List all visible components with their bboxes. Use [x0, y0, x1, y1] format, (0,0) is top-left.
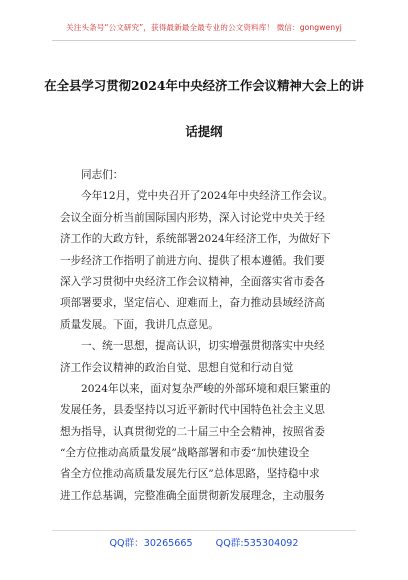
- header-divider: [52, 40, 356, 41]
- section-heading-line: 一、统一思想，提高认识，切实增强贯彻落实中央经: [81, 340, 325, 353]
- paragraph-line: 进工作总基调，完整准确全面贯彻新发展理念，主动服务: [60, 489, 325, 502]
- document-title-line-2: 话提纲: [185, 124, 223, 139]
- footer-qq-group-1: QQ群：30265665: [109, 538, 193, 549]
- paragraph-line: 深入学习贯彻中央经济工作会议精神，全面落实省市委各: [60, 275, 325, 288]
- paragraph-line: 会议全面分析当前国际国内形势，深入讨论党中央关于经: [60, 211, 325, 224]
- paragraph-line: 发展任务，县委坚持以习近平新时代中国特色社会主义思: [60, 404, 325, 417]
- paragraph-line: 2024年以来，面对复杂严峻的外部环境和艰巨繁重的: [81, 382, 331, 395]
- paragraph-line: 项部署要求，坚定信心、迎难而上，奋力推动县域经济高: [60, 297, 325, 310]
- footer-contact: [0, 535, 408, 549]
- paragraph-line: 今年12月，党中央召开了2024年中央经济工作会议。: [81, 190, 334, 203]
- header-banner: 关注头条号“公文研究”，获得最新最全最专业的公文资料库！ 微信：gongwenyj: [66, 23, 342, 32]
- paragraph-line: “全方位推动高质量发展”战略部署和市委“加快建设全: [60, 447, 310, 460]
- paragraph-line: 想为指导，认真贯彻党的二十届三中全会精神，按照省委: [60, 425, 325, 438]
- footer-qq-group-2: QQ群:535304092: [215, 538, 299, 549]
- section-heading-line: 济工作会议精神的政治自觉、思想自觉和行动自觉: [60, 361, 294, 374]
- footer-divider: [52, 530, 356, 531]
- paragraph-line: 省全方位推动高质量发展先行区”总体思路，坚持稳中求: [60, 468, 320, 481]
- paragraph-line: 一步经济工作指明了前进方向、提供了根本遵循。我们要: [60, 254, 325, 267]
- salutation: 同志们：: [81, 169, 124, 181]
- document-body: [60, 165, 352, 507]
- paragraph-line: 济工作的大政方针，系统部署2024年经济工作，为做好下: [60, 233, 331, 246]
- document-title-line-1: 在全县学习贯彻2024年中央经济工作会议精神大会上的讲: [44, 78, 364, 93]
- paragraph-line: 质量发展。下面，我讲几点意见。: [60, 318, 219, 331]
